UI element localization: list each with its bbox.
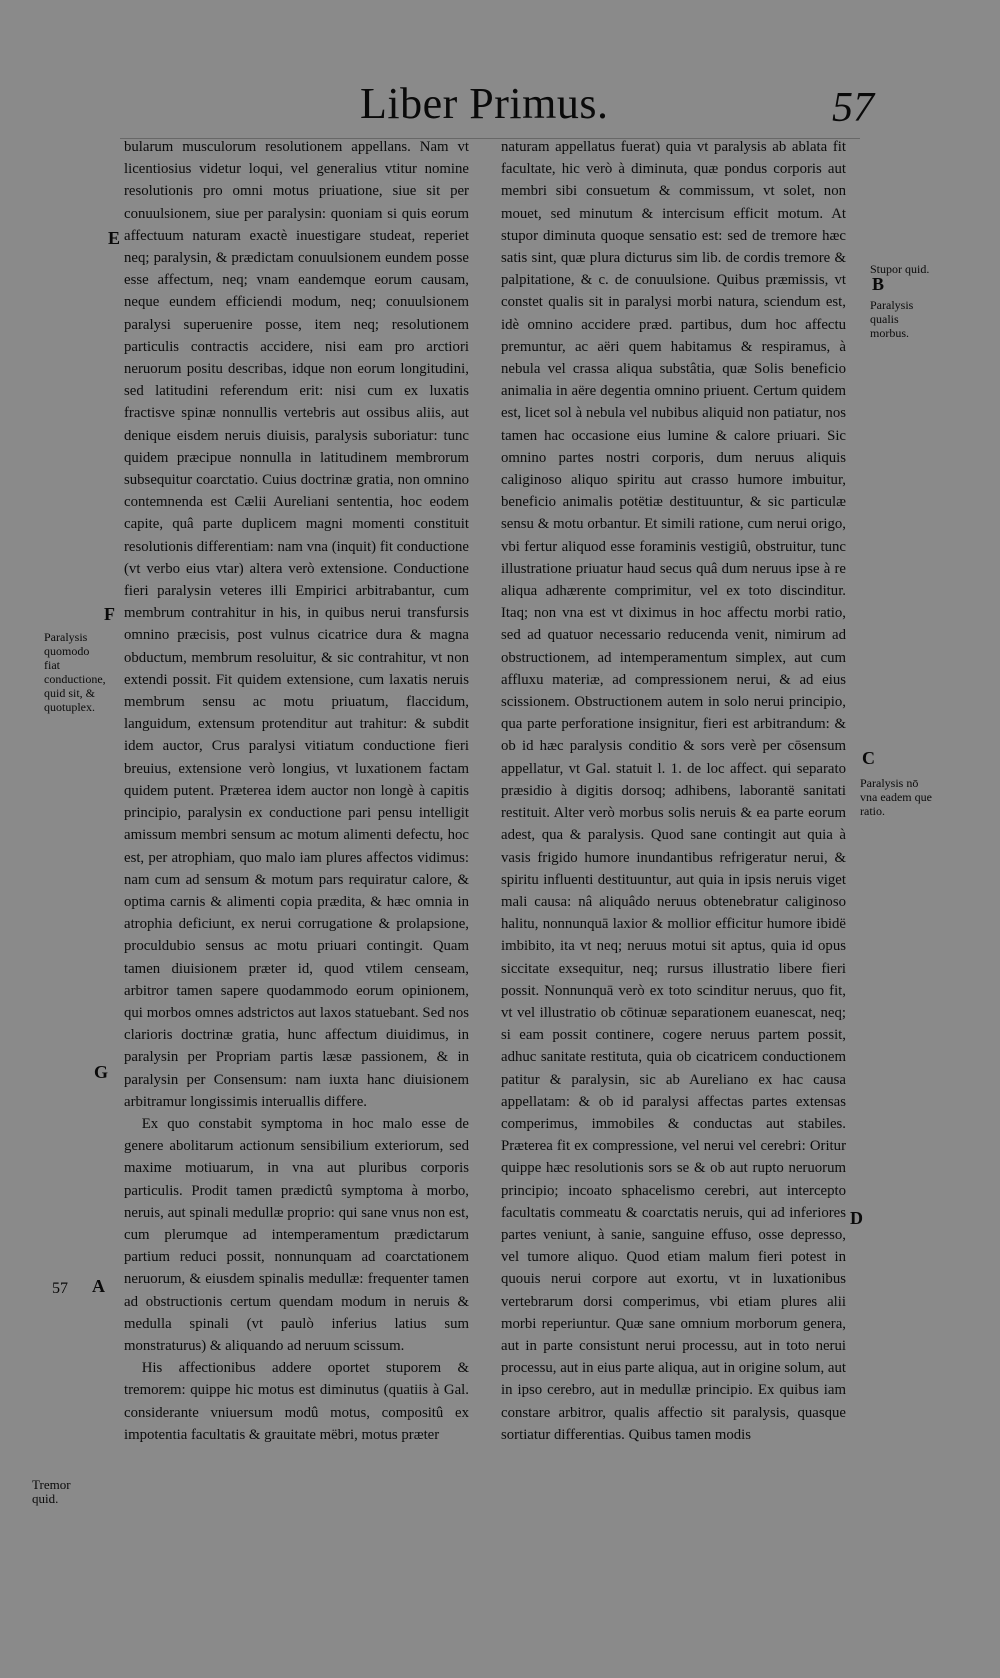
left-text-column: [124, 136, 469, 1661]
margin-letter-g: G: [94, 1062, 109, 1082]
margin-note-tremor: Tremor quid.: [32, 1477, 71, 1506]
page-number: 57: [832, 85, 874, 131]
left-paragraph-1: bularum musculorum resolutionem appellans. Nam vt licentiosius videtur loqui, vel generalius vtitur nomine resolutionis pro omni motus priuatione, siue sit per conuulsionem, siue per paralysin: quoniam si quis eorum affectuum naturam exactè inuestigare studeat, reperiet neq; paralysin, & prædictam conuulsionem eundem posse esse affectum, neq; vnam eandemque eorum causam, neque eundem efficiendi modum, neq; conuulsionem paralysi superuenire posse, item neq; resolutionem particulis contractis accidere, nisi eam pro arctiori neruorum positu describas, idque non eorum longitudini, sed latitudini referendum erit: nisi cum ex luxatis fractisve spinæ nonnullis vertebris aut ossibus aliis, aut denique eisdem neruis diuisis, paralysis suboriatur: tunc quidem præcipue nonnulla in latitudinem membrorum subsequitur coarctatio. Cuius doctrinæ gratia, non omnino contemnenda est Cælii Aureliani sententia, hoc eodem capite, quâ parte duplicem magni momenti constituit resolutionis differentiam: nam vna (inquit) fit conductione (vt verbo eius vtar) altera verò extensione. Conductione fieri paralysin veteres illi Empirici arbitrabantur, cum membrum contrahitur in his, in quibus nerui transfursis omnino præcisis, post vulnus cicatrice dura & magna obductum, membrum resoluitur, & sic contrahitur, vt non extendi possit. Fit quidem extensione, cum laxatis neruis membrum sensu ac motu priuatum, flaccidum, languidum, extensum protenditur aut trahitur: & subdit idem auctor, Crus paralysi vitiatum conductione fieri breuius, extensione verò longius, vt luxationem factam quidem putent. Præterea idem auctor non longè à capitis principio, paralysin ex conductione pari pensu intelligit amissum membri sensum ac motum alimenti defectu, hoc est, per atrophiam, quo malo iam plures affectos vidimus: nam cum ad sensum & motum pars requiratur calore, & optima carnis & alimenti copia prædita, & hæc omnia in atrophia deficiunt, ex nerui corrugatione & prolapsione, proculdubio sensus ac motu priuari contingit. Quam tamen diuisionem præter id, quod vtilem censeam, arbitror tamen sapere quodammodo eorum opinionem, qui morbos omnes adstrictos aut laxos statuebant. Sed nos clarioris doctrinæ gratia, hunc affectum diuidimus, in paralysin per Propriam partis læsæ passionem, & in paralysin per Consensum: nam iuxta hanc diuisionem arbitramur longissimis interuallis differe.: [124, 139, 469, 1110]
margin-letter-d: D: [850, 1208, 863, 1228]
margin-note-stupor: Stupor quid.: [870, 262, 930, 276]
margin-folio-57: 57: [52, 1280, 68, 1297]
left-paragraph-2: Ex quo constabit symptoma in hoc malo esse de genere abolitarum actionum sensibilium exteriorum, sed maxime motiuarum, in vna aut pluribus corporis particulis. Prodit tamen prædictû symptoma à morbo, neruis, aut spinali medullæ proprio: qui sane vnus non est, cum plerumque ad intemperamentum prædictarum partium reduci possit, nonnunquam ad coarctationem neruorum, & eiusdem spinalis medullæ: frequenter tamen ad obstructionis certum quendam modum in neruis & medulla spinali (vt paulò inferius latius sum monstraturus) & aliquando ad neruum scissum.: [124, 1115, 469, 1354]
left-paragraph-3: His affectionibus addere oportet stuporem & tremorem: quippe hic motus est diminutus (quatiis à Gal. considerante vniuersum modû motus, compositû ex impotentia facultatis & grauitate mëbri, motus præter: [124, 1360, 469, 1443]
margin-note-paralysis-non-vna: Paralysis nō vna eadem que ratio.: [860, 776, 932, 818]
right-paragraph-1: naturam appellatus fuerat) quia vt paralysis ab ablata fit facultate, hic verò à diminuta, quæ pondus corporis aut membri sibi consuetum & commissum, vt solet, non mouet, sed minutum & intercisum efficit motum. At stupor diminuta quoque sensatio est: sed de tremore hæc satis sint, quæ plura dicturus sim lib. de cordis tremore & palpitatione, & c. de conuulsione. Quibus præmissis, vt constet qualis sit in paralysi morbi natura, sciendum est, idè omnino accidere præd. partibus, dum hoc affectu premuntur, ac aëri quem habitamus & respiramus, à nebula vel crassa aliqua substâtia, quæ Solis beneficio animalia in aëre degentia omnino priuent. Certum quidem est, licet sol à nebula vel nubibus aliquid non patiatur, nos tamen hac occasione eius lumine & calore priuari. Sic omnino partes nostri corporis, dum neruus aliquis caliginoso aliquo spiritu aut crasso humore imbuitur, beneficio animalis potëtiæ destituuntur, & sic particulæ sensu & motu orbantur. Et simili ratione, cum nerui origo, vbi fertur aliquod esse foraminis vestigiû, obstruitur, tunc illustratione priuatur haud secus quâ dum neruus ipse à re aliqua adhærente comprimitur, vel ex toto discinditur. Itaq; non vna est vt diximus in hoc affectu morbi ratio, sed ad quatuor necessario reducenda venit, nimirum ad obstructionem, ad intemperamentum simplex, aut cum affluxu materiæ, ad compressionem nerui, & ad eius scissionem. Obstructionem autem in solo nerui principio, qua parte perforatione insignitur, fieri est arbitrandum: & ob id hæc paralysis conditio & sors verè per cōsensum appellatur, vt Gal. statuit l. 1. de loc affect. qui separato præsidio à digitis dorsoq; adhibens, laborantë sanitati restituit. Alter verò morbus solis neruis & ea parte eorum adest, qua & paralysis. Quod sane contingit aut quia à vasis frigido humore inundantibus refrigeratur nerui, & spiritu influenti destituuntur, aut quia in ipsis neruis viget mali causa: nâ aliquâdo neruus obtenebratur caliginoso halitu, nonnunquā laxior & mollior efficitur humore ibidë imbibito, ita vt neq; neruus motui sit aptus, quia id opus siccitate exsequitur, neq; rursus illustratio libere fieri possit. Nonnunquā verò ex toto scinditur neruus, quo fit, vt vel illustratio ob cōtinuæ separationem euanescat, neq; si eam possit continere, cogere neruus partem possit, adhuc sanitate restituta, quia ob cicatricem conductionem patitur & paralysin, sic ab Aureliano ex hac causa appellatam: & ob id paralysi affectas partes extensas comperimus, immobiles & conductas aut stabiles. Præterea fit ex compressione, vel nerui vel cerebri: Oritur quippe hæc resolutionis sors se & ob aut rupto neruorum principio; incoato sphacelismo cerebri, aut intercepto facultatis commeatu & coarctatis neruis, qui ad inferiores partes veniunt, à sanie, sanguine effuso, osse depresso, vel tumore aliquo. Quod etiam malum fieri potest in quouis nerui corpore aut exortu, vt in luxationibus vertebrarum dorsi comperimus, vbi etiam plures alii morbi reperiuntur. Quæ sane omnium morborum genera, aut in parte consistunt nerui processu, aut in toto nerui processu, aut in eius parte aliqua, aut in origine solum, aut in ipso cerebro, aut in medullæ principio. Ex quibus iam constare arbitror, qualis affectio sit paralysis, quasque sortiatur differentias. Quibus tamen modis: [501, 139, 846, 1443]
margin-note-paralysis-conductione: Paralysis quomodo fiat conductione, quid sit, & quotuplex.: [44, 630, 106, 714]
margin-letter-b: B: [872, 274, 885, 294]
margin-letter-e: E: [108, 228, 121, 248]
margin-letter-a: A: [92, 1276, 105, 1296]
right-text-column: [501, 136, 846, 1661]
margin-note-paralysis-qualis: Paralysis qualis morbus.: [870, 298, 914, 340]
margin-letter-f: F: [104, 604, 115, 624]
running-head: Liber Primus.: [360, 79, 609, 128]
margin-letter-c: C: [862, 748, 875, 768]
